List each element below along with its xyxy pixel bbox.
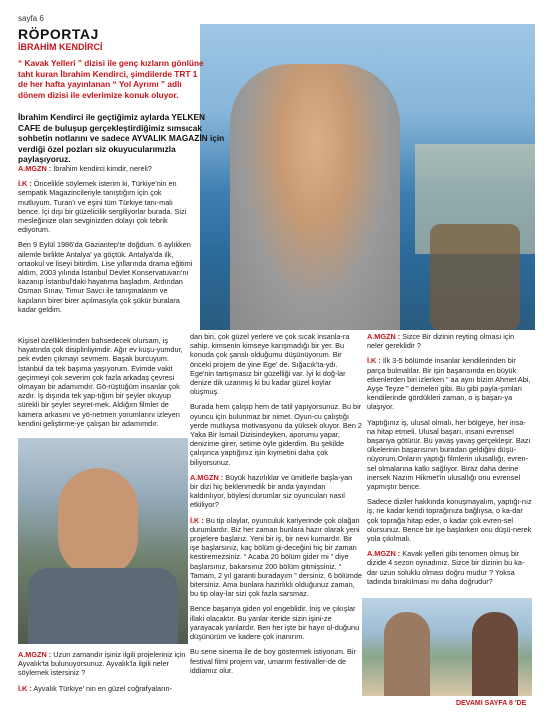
question-text: Uzun zamandır işiniz ilgili projeleriniz için Ayvalık'ta bulunuyorsunuz. Ayvalık'la ilgili neler söylemek istersiniz ? [18,650,186,678]
intro-red: “ Kavak Yelleri ” dizisi ile genç kızların gönlüne taht kuran İbrahim Kendirci, şimdilerde TRT 1 de her hafta yayınlanan “ Yol Ayrımı ” adlı dönem dizisi ile evlerimize konuk oluyor. [18,58,204,100]
paragraph: Bu sene sinema ile de boy göstermek istiyorum. Bir festival filmi projem var, umarım festivaller-de de iddiamız olur. [190,647,356,675]
answer-text: Ayvalık Türkiye' nin en güzel coğrafyaların- [31,683,173,693]
question-text: Sizce Bir dizinin reyting olması için neler gereklidir ? [367,332,515,351]
column-1-middle [18,336,188,434]
page-label: sayfa 6 [18,14,44,23]
answer-text: İlk 3-5 bölümde insanlar kendilerinden bir parça bulmalılar. Bir işin başarısında en büyük etkenlerden biri izlerken “ aa aynı bizim Ahmet Abi, Ayşe Teyze ” demeleri gibi. Bu gibi payla-şımları kendilerinde gördükleri zaman, o iş başarı-ya ulaşıyor. [367,356,531,412]
answer-label: İ.K : [18,683,32,693]
couple-photo [362,598,532,696]
portrait-photo [18,438,188,644]
paragraph: Bence başarıya giden yol engeblidir. İniş ve çıkışlar illaki olacaktır. Bu yanlar iteride sizin işini-ze yarayacak yanlardır. Ben her işte bir hayır ol-duğunu düşünürüm ve kadere çok inanırım. [190,604,360,642]
question-label: A.MGZN : [18,650,52,659]
answer-text: Öncelikle söylemek isterim ki, Türkiye'nin en sempatik Magazincileriyle tanıştığım için çok mutluyum. Turan'ı ve eşini tüm Türkiye tanı-malı bence. İçi dışı bir güzelicilik sergiliyorlar burada. Sizi mesleğinize olan sevginizden dolayı çok tebrik ediyorum. [18,179,187,235]
couple-person-right [472,612,518,696]
column-3 [367,332,532,592]
question-label: A.MGZN : [367,549,401,559]
paragraph: Sadece diziler hakkında konuşmayalım, yaptığı-nız iş, ne kadar kendi toprağınıza bağlıysa, o ka-dar çok toprağa hitap eder, o kadar çok evren-sel olursunuz. Bence bir işe başlarken onu düşü-nerek yola çıkılmalı. [367,497,532,544]
answer-label: İ.K : [190,515,204,525]
intro-black: İbrahim Kendirci ile geçtiğimiz aylarda YELKEN CAFE de buluşup gerçekleştirdiğimiz sımsıcak sohbetin notlarını ve sadece AYVALIK MAGAZİN için verdiği özel pozları siz okuyucularımızla paylaşıyoruz. [18,112,225,164]
paragraph: Kişisel özelliklerimden bahsedecek olursam, iş hayatında çok disiplinliyimdir. Ağır ev kuşu-yumdur, pek evden çıkmayı sevmem. Başak burcuyum. İstanbul da tek başıma yaşıyorum. Evimde vakit geçirmeyi çok severim çok fazla arkadaş çevresi olmayan bir adamımdır. Gö-rüştüğüm insanlar çok azdır. İş dışında tek yap-tığım bir şeyler okuyup sürekli bir şeyler seyret-mek. Aldığım filmler de kamera arkasını ve yö-netmen yorumlarını izleyen kendini geliştirme-ye çalışan bir adamımdır. [18,336,183,428]
question-label: A.MGZN : [18,164,52,173]
paragraph: dan biri, çok güzel yerlere ve çok sıcak insanla-ra sahip. kimsenin kimseye karışmadığı bir yer. Bu konuda çok şanslı olduğumu düşünüyorum. Bir önceki projem de yine Ege' de. Sığacık'ta-ydı. Ege'nin tartışmasız bir güzelliği var. İyi ki doğ-lar denize dik uzanmış ki bu kadar güzel koylar oluşmuş. [190,332,350,397]
portrait-shirt [28,568,178,644]
byline: İBRAHİM KENDİRCİ [18,42,103,52]
hero-chair [430,224,520,330]
continued-label: DEVAMI SAYFA 8 'DE [456,700,527,707]
section-title: RÖPORTAJ [18,26,99,42]
hero-photo [200,24,535,330]
paragraph: Ben 9 Eylül 1986'da Gaziantep'te doğdum. 6 aylıkken ailemle birlikte Antalya' ya göçtük. Antalya'da ilk, ortaokul ve liseyi bitirdim. Lise yıllarında drama eğitimi aldım, 2003 yılında İstanbul Devlet Konservatuvarı'nı kazanıp İstanbul'daki hayatıma başladım. Ardından Osman Sınav, Timur Savcı ile tanışmalarım ve kapıların birer birer açılmasıyla çok şükür buralara kadar geldim. [18,240,193,314]
question-text: İbrahim kendirci kimdir, nereli? [51,164,152,173]
column-1-bottom [18,650,188,699]
column-2 [190,332,362,681]
paragraph: Burada hem çalışıp hem de tatil yapıyorsunuz. Bu bir oyuncu için bulunmaz bir nimet. Oyun-cu çalıştığı yerde mutluysa motivasyonu da yüksek oluyor. Ben 2 Yaka Bir İsmail Dizisindeyken, aporumu yapar, denizime girer, setime öyle giderdim. Bu şekilde çalışınca yaptığınız işin kıymetini daha çok biliyorsunuz. [190,402,362,467]
couple-person-left [384,612,430,696]
column-1-top [18,164,196,320]
paragraph: Yaptığınız iş, ulusal olmalı, her bölgeye, her insa-na hitap etmeli. Ulusal başarı, insani evrensel başarıya götürür. Bu yavaş yavaş gerçekleşir. Bazı ülkelerinin başarısının buradan geldiğini düşü-nüyorum.Onların yaptığı filmlerin ulusallığı, evren-sel olmalarına katkı sağlıyor. Biraz daha derine inersek Nazım Hikmet'in ulusallığı onu evrensel yapmıştır bence. [367,417,531,492]
question-text: Kavak yelleri gibi tenomen olmuş bir dizide 4 sezon oynadınız. Sizce bir dizinin bu ka-dar uzun soluklu olması doğru mudur ? Yoksa tadında bırakılması mı daha doğrudur? [367,549,525,586]
question-label: A.MGZN : [367,332,401,341]
question-text: Büyük hazırlıklar ve ümitlerle başla-yan bir dizi hiç beklenmedik bir anda yayından kaldırılıyor, böylesi durumlar siz oyuncuları nasıl etkiliyor? [190,472,353,510]
question-label: A.MGZN : [190,472,224,482]
answer-label: İ.K : [367,356,381,366]
answer-label: İ.K : [18,179,32,189]
hero-person [230,64,400,330]
portrait-face [58,468,138,578]
answer-text: Bu tip olaylar, oyunculuk kariyerinde çok olağan durumlardır. Biz her zaman bunlara hazır olarak yeni projelere başlarız. Yeni bir iş, bir nevi kumardır. Bir işe başlarsınız, kaç bölüm gi-deceğini hiç bir zaman kestiremezsiniz. “ Acaba 20 bölüm gider mi ” diye başlarsınız, bakarsınız 200 bölüm gitmişsiniz. “ Tamam, 2 yıl garanti buradayım ” dersiniz, 6 bölümde bitersiniz. Ama bunlara hazırlıklı olduğunuz zaman, bu tip olay-lar sizi çok fazla sarsmaz. [190,515,362,599]
